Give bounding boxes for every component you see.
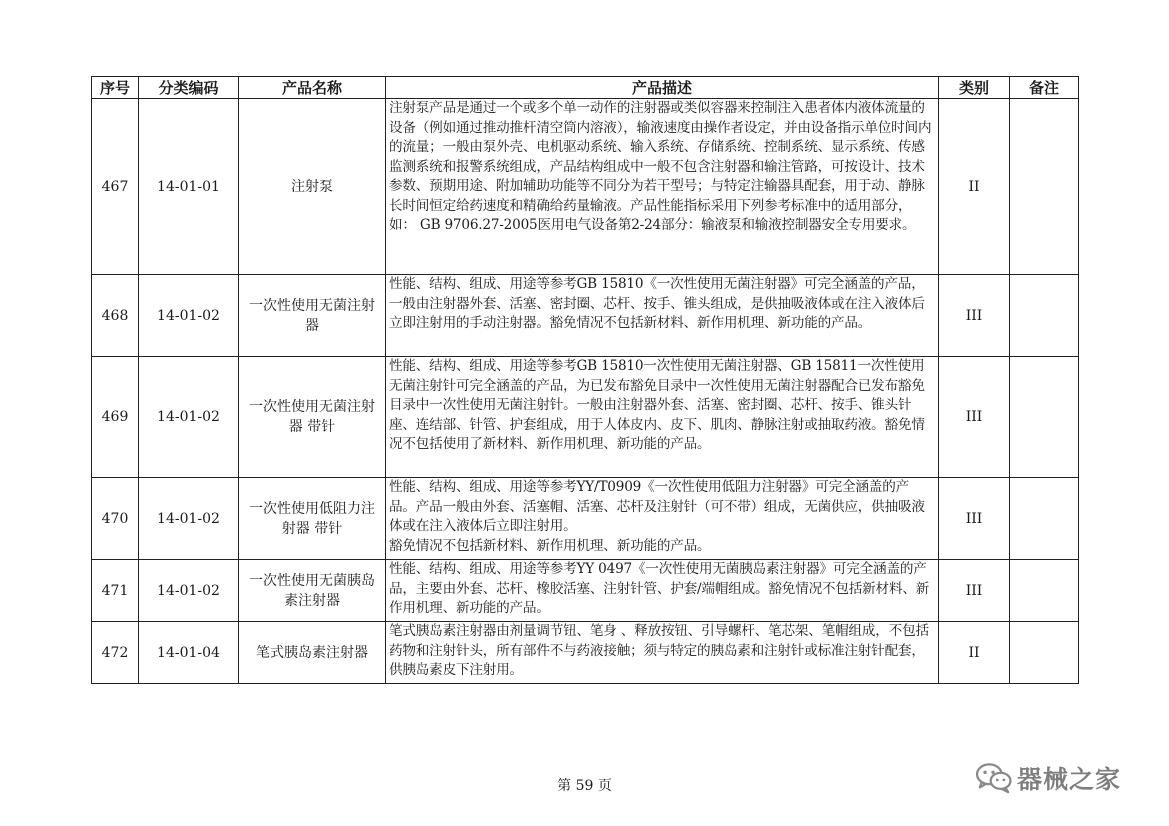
cell-seq: 469 (92, 357, 139, 478)
cell-class: III (939, 560, 1010, 622)
table-header-row (92, 77, 1079, 99)
cell-class: II (939, 99, 1010, 275)
header-code: 分类编码 (139, 77, 239, 99)
cell-code: 14-01-01 (139, 99, 239, 275)
cell-class: III (939, 478, 1010, 560)
cell-seq: 472 (92, 622, 139, 684)
header-class: 类别 (939, 77, 1010, 99)
header-note: 备注 (1010, 77, 1079, 99)
cell-code: 14-01-02 (139, 275, 239, 357)
table-row (92, 622, 1079, 684)
table-row (92, 478, 1079, 560)
cell-name: 注射泵 (239, 99, 386, 275)
header-desc: 产品描述 (386, 77, 939, 99)
cell-class: II (939, 622, 1010, 684)
cell-desc: 性能、结构、组成、用途等参考YY/T0909《一次性使用低阻力注射器》可完全涵盖的产品。产品一般由外套、活塞帽、活塞、芯杆及注射针（可不带）组成，无菌供应，供抽吸液体或在注入液体后立即注射用。 豁免情况不包括新材料、新作用机理、新功能的产品。 (386, 478, 939, 560)
watermark (975, 760, 1135, 796)
header-name: 产品名称 (239, 77, 386, 99)
page-number: 第 59 页 (557, 778, 612, 794)
cell-code: 14-01-02 (139, 478, 239, 560)
product-table (91, 76, 1079, 684)
cell-desc: 性能、结构、组成、用途等参考GB 15810《一次性使用无菌注射器》可完全涵盖的产品，一般由注射器外套、活塞、密封圈、芯杆、按手、锥头组成，是供抽吸液体或在注入液体后立即注射用的手动注射器。豁免情况不包括新材料、新作用机理、新功能的产品。 (386, 275, 939, 357)
cell-seq: 470 (92, 478, 139, 560)
watermark-text: 器械之家 (1017, 765, 1122, 794)
table-row (92, 275, 1079, 357)
cell-desc: 注射泵产品是通过一个或多个单一动作的注射器或类似容器来控制注入患者体内液体流量的设备（例如通过推动推杆清空筒内溶液），输液速度由操作者设定，并由设备指示单位时间内的流量；一般由泵外壳、电机驱动系统、输入系统、存储系统、控制系统、显示系统、传感监测系统和报警系统组成，产品结构组成中一般不包含注射器和输注管路，可按设计、技术参数、预期用途、附加辅助功能等不同分为若干型号；与特定注输器具配套，用于动、静脉长时间恒定给药速度和精确给药量输液。产品性能指标采用下列参考标准中的适用部分，如： GB 9706.27-2005医用电气设备第2-24部分：输液泵和输液控制器安全专用要求。 (386, 99, 939, 275)
cell-code: 14-01-02 (139, 357, 239, 478)
cell-desc: 性能、结构、组成、用途等参考YY 0497《一次性使用无菌胰岛素注射器》可完全涵盖的产品，主要由外套、芯杆、橡胶活塞、注射针管、护套/端帽组成。豁免情况不包括新材料、新作用机理、新功能的产品。 (386, 560, 939, 622)
cell-desc: 性能、结构、组成、用途等参考GB 15810一次性使用无菌注射器、GB 15811一次性使用无菌注射针可完全涵盖的产品，为已发布豁免目录中一次性使用无菌注射器配合已发布豁免目录中一次性使用无菌注射针。一般由注射器外套、活塞、密封圈、芯杆、按手、锥头针座、连结部、针管、护套组成，用于人体皮内、皮下、肌肉、静脉注射或抽取药液。豁免情况不包括使用了新材料、新作用机理、新功能的产品。 (386, 357, 939, 478)
cell-seq: 471 (92, 560, 139, 622)
cell-code: 14-01-04 (139, 622, 239, 684)
cell-note (1010, 560, 1079, 622)
table-row (92, 99, 1079, 275)
cell-class: III (939, 275, 1010, 357)
cell-note (1010, 275, 1079, 357)
cell-note (1010, 622, 1079, 684)
cell-note (1010, 478, 1079, 560)
table-row (92, 560, 1079, 622)
cell-seq: 468 (92, 275, 139, 357)
cell-code: 14-01-02 (139, 560, 239, 622)
cell-note (1010, 99, 1079, 275)
cell-name: 一次性使用无菌胰岛素注射器 (239, 560, 386, 622)
cell-class: III (939, 357, 1010, 478)
header-seq: 序号 (92, 77, 139, 99)
cell-name: 笔式胰岛素注射器 (239, 622, 386, 684)
cell-note (1010, 357, 1079, 478)
cell-seq: 467 (92, 99, 139, 275)
cell-name: 一次性使用无菌注射器 带针 (239, 357, 386, 478)
wechat-icon (975, 762, 1013, 794)
cell-desc: 笔式胰岛素注射器由剂量调节钮、笔身 、释放按钮、引导螺杆、笔芯架、笔帽组成，不包括药物和注射针头，所有部件不与药液接触；须与特定的胰岛素和注射针或标准注射针配套，供胰岛素皮下注射用。 (386, 622, 939, 684)
table-row (92, 357, 1079, 478)
cell-name: 一次性使用无菌注射器 (239, 275, 386, 357)
cell-name: 一次性使用低阻力注射器 带针 (239, 478, 386, 560)
